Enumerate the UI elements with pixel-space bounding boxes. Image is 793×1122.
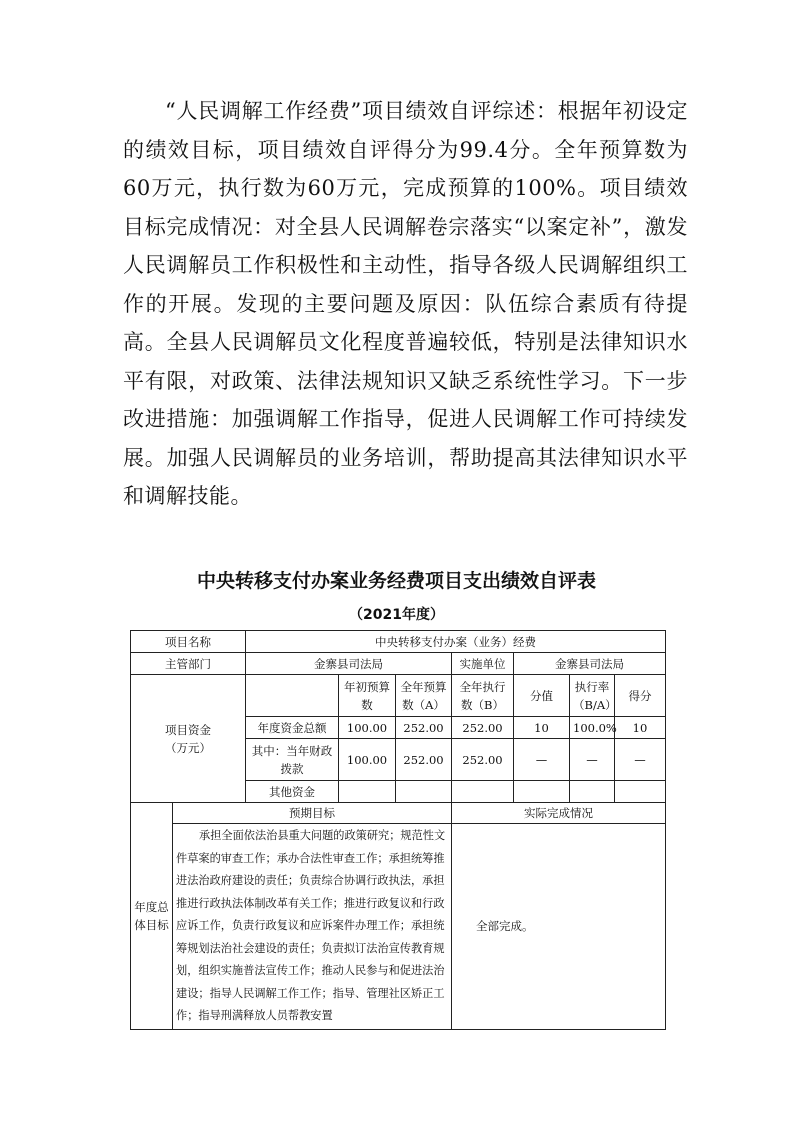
table-cell: 252.00 bbox=[452, 739, 514, 781]
expected-goal-header: 预期目标 bbox=[173, 803, 452, 824]
table-cell: — bbox=[570, 739, 615, 781]
table-cell bbox=[615, 781, 666, 803]
table-cell: 100.00 bbox=[339, 739, 396, 781]
dept-value: 金寨县司法局 bbox=[246, 653, 452, 675]
summary-paragraph: “人民调解工作经费”项目绩效自评综述：根据年初设定的绩效目标，项目绩效自评得分为99.4分。全年预算数为60万元，执行数为60万元，完成预算的100%。项目绩效目标完成情况：对全县人民调解卷宗落实“以案定补”，激发人民调解员工作积极性和主动性，指导各级人民调解组织工作的开展。发现的主要问题及原因：队伍综合素质有待提高。全县人民调解员文化程度普遍较低，特别是法律知识水平有限，对政策、法律法规知识又缺乏系统性学习。下一步改进措施：加强调解工作指导，促进人民调解工作可持续发展。加强人民调解员的业务培训，帮助提高其法律知识水平和调解技能。 bbox=[123, 99, 688, 508]
goal-section-label: 年度总体目标 bbox=[131, 803, 173, 1030]
table-cell: 252.00 bbox=[396, 717, 452, 739]
table-row bbox=[131, 803, 666, 824]
table-cell bbox=[514, 781, 570, 803]
project-name-value: 中央转移支付办案（业务）经费 bbox=[246, 631, 666, 653]
funds-label: 项目资金 bbox=[165, 722, 211, 737]
table-subtitle: （2021年度） bbox=[349, 607, 444, 623]
funds-unit: （万元） bbox=[165, 740, 211, 755]
performance-table bbox=[130, 630, 666, 1030]
table-cell: 252.00 bbox=[452, 717, 514, 739]
dept-label: 主管部门 bbox=[131, 653, 246, 675]
table-cell bbox=[452, 781, 514, 803]
impl-value: 金寨县司法局 bbox=[514, 653, 666, 675]
row-label: 其他资金 bbox=[246, 781, 339, 803]
table-cell bbox=[396, 781, 452, 803]
funds-label-cell bbox=[131, 675, 246, 803]
table-row bbox=[131, 824, 666, 1030]
table-row bbox=[131, 631, 666, 653]
table-title: 中央转移支付办案业务经费项目支出绩效自评表 bbox=[196, 570, 596, 592]
col-header: 得分 bbox=[615, 675, 666, 717]
col-header: 全年执行数（B） bbox=[452, 675, 514, 717]
col-header: 全年预算数（A） bbox=[396, 675, 452, 717]
impl-label: 实施单位 bbox=[452, 653, 514, 675]
table-cell: — bbox=[615, 739, 666, 781]
table-cell: — bbox=[514, 739, 570, 781]
table-cell: 100.0% bbox=[570, 717, 615, 739]
col-header: 年初预算数 bbox=[339, 675, 396, 717]
table-cell: 100.00 bbox=[339, 717, 396, 739]
col-header: 执行率（B/A） bbox=[570, 675, 615, 717]
table-cell: 10 bbox=[514, 717, 570, 739]
table-row bbox=[131, 653, 666, 675]
table-cell bbox=[570, 781, 615, 803]
table-cell: 252.00 bbox=[396, 739, 452, 781]
actual-completion-text: 全部完成。 bbox=[452, 824, 666, 1030]
row-label: 其中：当年财政拨款 bbox=[246, 739, 339, 781]
actual-header: 实际完成情况 bbox=[452, 803, 666, 824]
table-cell bbox=[339, 781, 396, 803]
table-row bbox=[131, 675, 666, 717]
table-cell: 10 bbox=[615, 717, 666, 739]
col-header: 分值 bbox=[514, 675, 570, 717]
blank-header-cell bbox=[246, 675, 339, 717]
expected-goal-text: 承担全面依法治县重大问题的政策研究；规范性文件草案的审查工作；承办合法性审查工作；承担统筹推进法治政府建设的责任；负责综合协调行政执法，承担推进行政执法体制改革有关工作；推进行政复议和行政应诉工作，负责行政复议和应诉案件办理工作；承担统筹规划法治社会建设的责任；负责拟订法治宣传教育规划，组织实施普法宣传工作；推动人民参与和促进法治建设；指导人民调解工作工作；指导、管理社区矫正工作；指导刑满释放人员帮教安置 bbox=[173, 824, 452, 1030]
project-name-label: 项目名称 bbox=[131, 631, 246, 653]
row-label: 年度资金总额 bbox=[246, 717, 339, 739]
